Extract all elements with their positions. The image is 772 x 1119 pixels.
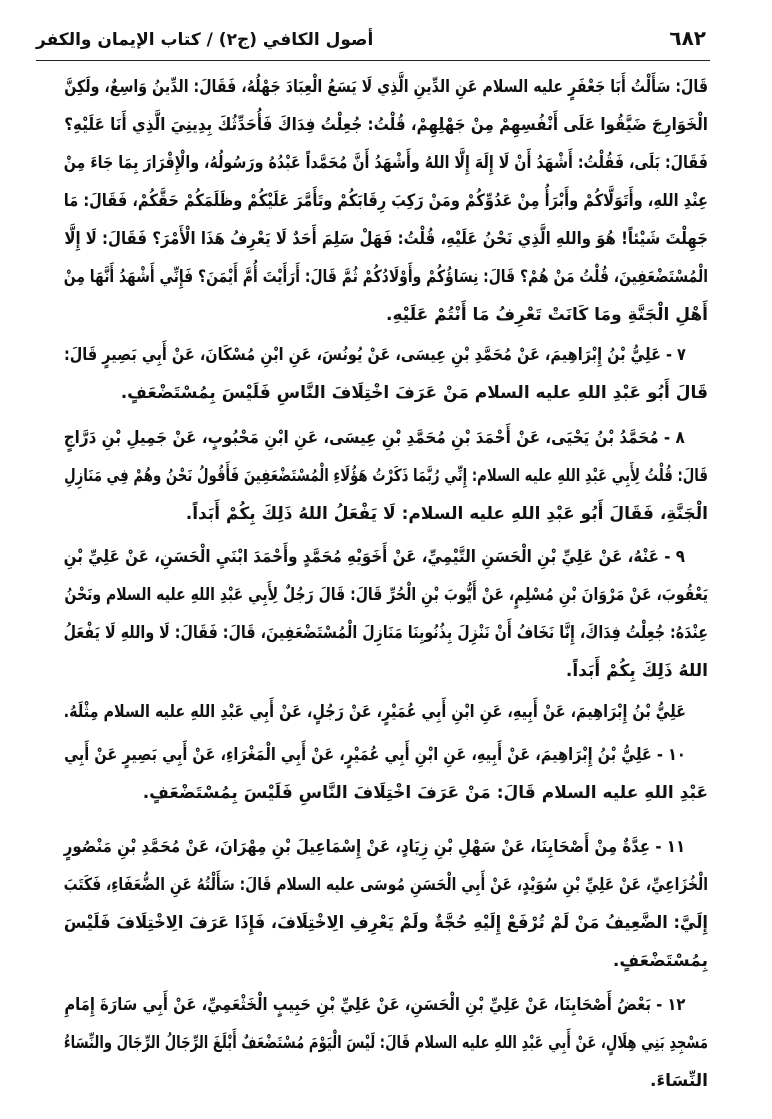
text-line: أَهْلِ الْجَنَّةِ ومَا كَانَتْ تَعْرِفُ مَا أَنْتُمْ عَلَيْهِ. [385,305,708,325]
text-line: ١١ - عِدَّةٌ مِنْ أَصْحَابِنَا، عَنْ سَهْلِ بْنِ زِيَادٍ، عَنْ إِسْمَاعِيلَ بْنِ مِهْرَانَ، عَنْ مُحَمَّدِ بْنِ مَنْصُورٍ [63,837,686,857]
text-line: إِلَيَّ: الضَّعِيفُ مَنْ لَمْ تُرْفَعْ إِلَيْهِ حُجَّةٌ ولَمْ يَعْرِفِ الِاخْتِلَافَ، فَإِذَا عَرَفَ الِاخْتِلَافَ فَلَيْسَ [63,913,708,933]
text-line: الْمُسْتَضْعَفِينَ، قُلْتُ مَنْ هُمْ؟ قَالَ: نِسَاؤُكُمْ وأَوْلَادُكُمْ ثُمَّ قَالَ: أَرَأَيْتَ أُمَّ أَيْمَنَ؟ فَإِنِّي أَشْهَدُ أَنَّهَا مِنْ [63,267,709,287]
text-line: النِّسَاءَ. [650,1071,708,1091]
text-line: قَالَ: قُلْتُ لِأَبِي عَبْدِ اللهِ عليه السلام: إِنِّي رُبَّمَا ذَكَرْتُ هَؤُلَاءِ الْمُسْتَضْعَفِينَ فَأَقُولُ نَحْنُ وهُمْ فِي مَنَازِلِ [64,466,708,486]
text-line: الْخَوَارِجَ ضَيَّقُوا عَلَى أَنْفُسِهِمْ مِنْ جَهْلِهِمْ، قُلْتُ: جُعِلْتُ فِدَاكَ فَأُحَدِّثُكَ بِدِينِيَ الَّذِي أَنَا عَلَيْهِ؟ [64,115,708,135]
text-line: جَهِلْتَ شَيْئاً! هُوَ واللهِ الَّذِي نَحْنُ عَلَيْهِ، قُلْتُ: فَهَلْ سَلِمَ أَحَدٌ لَا يَعْرِفُ هَذَا الْأَمْرَ؟ فَقَالَ: لَا إِلَّا [64,229,708,249]
text-line: يَعْقُوبَ، عَنْ مَرْوَانَ بْنِ مُسْلِمٍ، عَنْ أَيُّوبَ بْنِ الْحُرِّ قَالَ: قَالَ رَجُلٌ لِأَبِي عَبْدِ اللهِ عليه السلام ونَحْنُ [64,585,708,605]
hadith-9-alt-chain [64,693,708,731]
text-line: قَالَ: سَأَلْتُ أَبَا جَعْفَرٍ عليه السلام عَنِ الدِّينِ الَّذِي لَا يَسَعُ الْعِبَادَ جَهْلُهُ، فَقَالَ: الدِّينُ وَاسِعٌ، ولَكِنَّ [64,77,708,97]
text-line: عِنْدِ اللهِ، وأَتَوَلَّاكُمْ وأَبْرَأُ مِنْ عَدُوِّكُمْ ومَنْ رَكِبَ رِقَابَكُمْ وتَأَمَّرَ عَلَيْكُمْ وظَلَمَكُمْ حَقَّكُمْ، فَقَالَ: مَا [63,191,709,211]
hadith-8 [64,419,708,533]
text-line: ٩ - عَنْهُ، عَنْ عَلِيِّ بْنِ الْحَسَنِ التَّيْمِيِّ، عَنْ أَخَوَيْهِ مُحَمَّدٍ وأَحْمَدَ ابْنَيِ الْحَسَنِ، عَنْ عَلِيِّ بْنِ [63,547,685,567]
text-line: بِمُسْتَضْعَفٍ. [612,951,708,971]
text-line: اللهُ ذَلِكَ بِكُمْ أَبَداً. [565,661,708,681]
text-line: الْخُزَاعِيِّ، عَنْ عَلِيِّ بْنِ سُوَيْدٍ، عَنْ أَبِي الْحَسَنِ مُوسَى عليه السلام قَالَ: سَأَلْتُهُ عَنِ الضُّعَفَاءِ، فَكَتَبَ [63,875,708,895]
hadith-6-continued [64,68,708,334]
text-line: ١٢ - بَعْضُ أَصْحَابِنَا، عَنْ عَلِيِّ بْنِ الْحَسَنِ، عَنْ عَلِيِّ بْنِ حَبِيبٍ الْخَثْعَمِيِّ، عَنْ أَبِي سَارَةَ إِمَامِ [64,995,686,1015]
text-line: مَسْجِدِ بَنِي هِلَالٍ، عَنْ أَبِي عَبْدِ اللهِ عليه السلام قَالَ: لَيْسَ الْيَوْمَ مُسْتَضْعَفٌ أَبْلَغَ الرِّجَالُ الرِّجَالَ والنِّسَاءُ [63,1033,708,1053]
text-line: عِنْدَهُ: جُعِلْتُ فِدَاكَ، إِنَّا نَخَافُ أَنْ نَنْزِلَ بِذُنُوبِنَا مَنَازِلَ الْمُسْتَضْعَفِينَ، قَالَ: فَقَالَ: لَا واللهِ لَا يَفْعَلُ [63,623,709,643]
text-line: عَبْدِ اللهِ عليه السلام قَالَ: مَنْ عَرَفَ اخْتِلَافَ النَّاسِ فَلَيْسَ بِمُسْتَضْعَفٍ. [142,783,708,803]
header-divider [36,60,710,61]
text-line: عَلِيُّ بْنُ إِبْرَاهِيمَ، عَنْ أَبِيهِ، عَنِ ابْنِ أَبِي عُمَيْرٍ، عَنْ رَجُلٍ، عَنْ أَبِي عَبْدِ اللهِ عليه السلام مِثْلَهُ. [63,702,686,722]
text-line: الْجَنَّةِ، فَقَالَ أَبُو عَبْدِ اللهِ عليه السلام: لَا يَفْعَلُ اللهُ ذَلِكَ بِكُمْ أَبَداً. [185,504,708,524]
text-line: قَالَ أَبُو عَبْدِ اللهِ عليه السلام مَنْ عَرَفَ اخْتِلَافَ النَّاسِ فَلَيْسَ بِمُسْتَضْعَفٍ. [120,383,708,403]
hadith-9 [64,538,708,690]
text-line: فَقَالَ: بَلَى، فَقُلْتُ: أَشْهَدُ أَنْ لَا إِلَهَ إِلَّا اللهُ وأَشْهَدُ أَنَّ مُحَمَّداً عَبْدُهُ ورَسُولُهُ، والْإِقْرَارَ بِمَا جَاءَ مِنْ [63,153,708,173]
hadith-10 [64,736,708,812]
hadith-11 [64,828,708,980]
text-line: ١٠ - عَلِيُّ بْنُ إِبْرَاهِيمَ، عَنْ أَبِيهِ، عَنِ ابْنِ أَبِي عُمَيْرٍ، عَنْ أَبِي الْمَغْرَاءِ، عَنْ أَبِي بَصِيرٍ عَنْ أَبِي [64,745,686,765]
page-number: ٦٨٢ [669,26,706,50]
running-title: أصول الكافي (ج٢) / كتاب الإيمان والكفر [36,30,374,50]
hadith-12 [64,986,708,1100]
text-line: ٧ - عَلِيُّ بْنُ إِبْرَاهِيمَ، عَنْ مُحَمَّدِ بْنِ عِيسَى، عَنْ يُونُسَ، عَنِ ابْنِ مُسْكَانَ، عَنْ أَبِي بَصِيرٍ قَالَ: [63,345,686,365]
text-line: ٨ - مُحَمَّدُ بْنُ يَحْيَى، عَنْ أَحْمَدَ بْنِ مُحَمَّدِ بْنِ عِيسَى، عَنِ ابْنِ مَحْبُوبٍ، عَنْ جَمِيلِ بْنِ دَرَّاجٍ [63,428,685,448]
hadith-7 [64,336,708,412]
